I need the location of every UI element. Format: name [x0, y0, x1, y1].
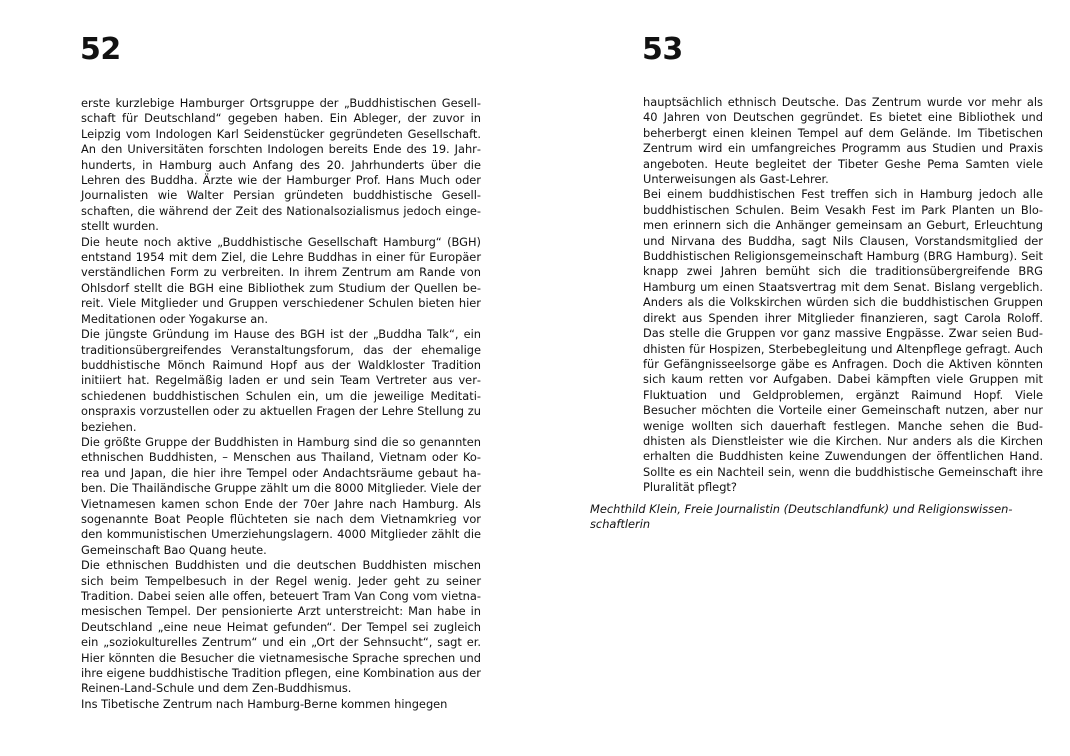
paragraph: erste kurzlebige Hamburger Ortsgruppe der „Buddhistischen Gesellschaft für Deutschland“ gegeben haben. Ein Ableger, der zuvor in Leipzig vom Indologen Karl Seidenstücker gegründeten Gesellschaft. An den Universitäten forschten Indologen bereits Ende des 19. Jahrhunderts, in Hamburg auch Anfang des 20. Jahrhunderts über die Lehren des Buddha. Ärzte wie der Hamburger Prof. Hans Much oder Journalisten wie Walter Persian gründeten buddhistische Gesellschaften, die während der Zeit des Nationalsozialismus jedoch eingestellt wurden. — [81, 96, 481, 234]
author-credit: Mechthild Klein, Freie Journalistin (Deutschlandfunk) und Religionswissenschaftlerin — [590, 502, 1013, 532]
page-number-right: 53 — [642, 32, 683, 67]
paragraph: hauptsächlich ethnisch Deutsche. Das Zentrum wurde vor mehr als 40 Jahren von Deutschen gegründet. Es bietet eine Bibliothek und beherbergt einen kleinen Tempel auf dem Gelände. Im Tibetischen Zentrum wird ein umfangreiches Programm aus Studien und Praxis angeboten. Heute begleitet der Tibeter Geshe Pema Samten viele Unterweisungen als Gast-Lehrer. — [643, 95, 1043, 187]
left-text-column — [81, 96, 481, 712]
right-text-column — [643, 95, 1043, 496]
paragraph: Die größte Gruppe der Buddhisten in Hamburg sind die so genannten ethnischen Buddhisten, – Menschen aus Thailand, Vietnam oder Korea und Japan, die hier ihre Tempel oder Andachtsräume gebaut haben. Die Thailändische Gruppe zählt um die 8000 Mitglieder. Viele der Vietnamesen kamen schon Ende der 70er Jahre nach Hamburg. Als sogenannte Boat People flüchteten sie nach dem Vietnamkrieg vor den kommunistischen Umerziehungslagern. 4000 Mitglieder zählt die Gemeinschaft Bao Quang heute. — [81, 434, 481, 557]
paragraph: Ins Tibetische Zentrum nach Hamburg-Berne kommen hingegen — [81, 696, 448, 711]
paragraph: Die jüngste Gründung im Hause des BGH ist der „Buddha Talk“, ein traditionsübergreifendes Veranstaltungsforum, das der ehemalige buddhistische Mönch Raimund Hopf aus der Waldkloster Tradition initiiert hat. Regelmäßig laden er und sein Team Vertreter aus verschiedenen buddhistischen Schulen ein, um die jeweilige Meditationspraxis vorzustellen oder zu aktuellen Fragen der Lehre Stellung zu beziehen. — [81, 327, 481, 434]
paragraph: Die heute noch aktive „Buddhistische Gesellschaft Hamburg“ (BGH) entstand 1954 mit dem Ziel, die Lehre Buddhas in einer für Europäer verständlichen Form zu verbreiten. In ihrem Zentrum am Rande von Ohlsdorf stellt die BGH eine Bibliothek zum Studium der Quellen bereit. Viele Mitglieder und Gruppen verschiedener Schulen bieten hier Meditationen oder Yogakurse an. — [81, 234, 481, 326]
paragraph: Die ethnischen Buddhisten und die deutschen Buddhisten mischen sich beim Tempelbesuch in der Regel wenig. Jeder geht zu seiner Tradition. Dabei seien alle offen, beteuert Tram Van Cong vom vietnamesischen Tempel. Der pensionierte Arzt unterstreicht: Man habe in Deutschland „eine neue Heimat gefunden“. Der Tempel sei zugleich ein „soziokulturelles Zentrum“ und ein „Ort der Sehnsucht“, sagt er. Hier könnten die Besucher die vietnamesische Sprache sprechen und ihre eigene buddhistische Tradition pflegen, eine Kombination aus der Reinen-Land-Schule und dem Zen-Buddhismus. — [81, 558, 481, 696]
right-page — [535, 0, 1070, 756]
page-number-left: 52 — [80, 32, 121, 67]
paragraph: Bei einem buddhistischen Fest treffen sich in Hamburg jedoch alle buddhistischen Schulen. Beim Vesakh Fest im Park Planten un Blomen erinnern sich die Anhänger gemeinsam an Geburt, Erleuchtung und Nirvana des Buddha, sagt Nils Clausen, Vorstandsmitglied der Buddhistischen Religionsgemeinschaft Hamburg (BRG Hamburg). Seit knapp zwei Jahren bemüht sich die traditionsübergreifende BRG Hamburg um einen Staatsvertrag mit dem Senat. Bislang vergeblich. Anders als die Volkskirchen würden sich die buddhistischen Gruppen direkt aus Spenden ihrer Mitglieder finanzieren, sagt Carola Roloff. Das stelle die Gruppen vor ganz massive Engpässe. Zwar seien Buddhisten für Hospizen, Sterbebegleitung und Altenpflege gefragt. Auch für Gefängnisseelsorge gäbe es Anfragen. Doch die Aktiven könnten sich kaum retten vor Aufgaben. Dabei kämpften viele Gruppen mit Fluktuation und Geldproblemen, ergänzt Raimund Hopf. Viele Besucher möchten die Vorteile einer Gemeinschaft nutzen, aber nur wenige wollten sich dauerhaft festlegen. Manche sehen die Buddhisten als Dienstleister wie die Kirchen. Nur anders als die Kirchen erhalten die Buddhisten keine Zuwendungen der öffentlichen Hand. Sollte es ein Nachteil sein, wenn die buddhistische Gemeinschaft ihre Pluralität pflegt? — [643, 187, 1043, 495]
